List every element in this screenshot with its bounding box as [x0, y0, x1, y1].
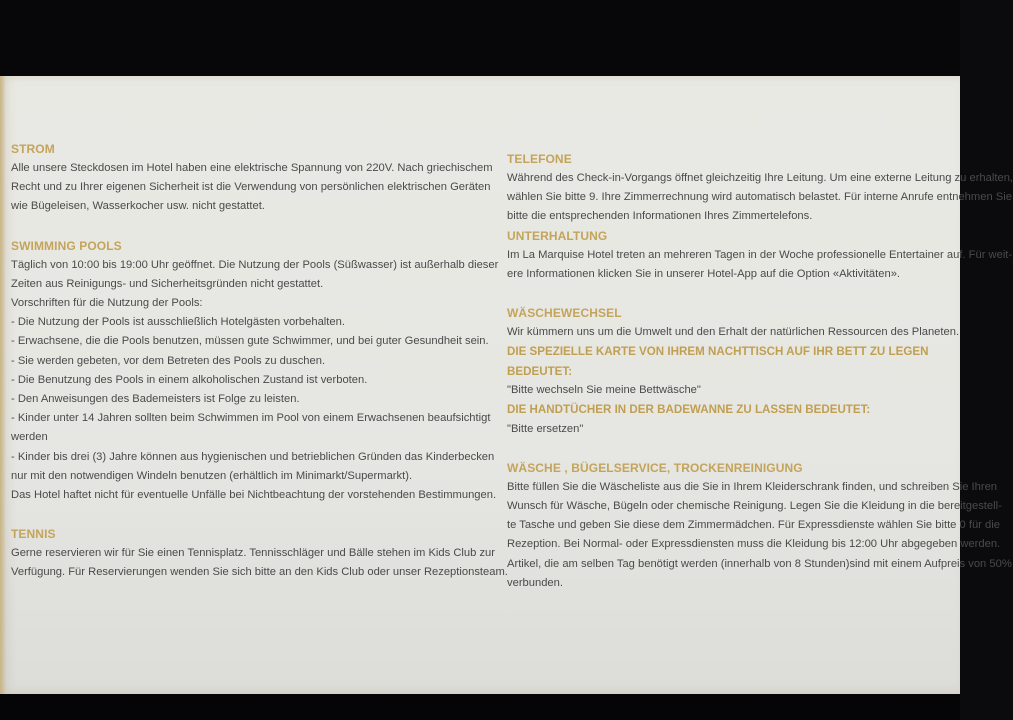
pools-line-2: Zeiten aus Reinigungs- und Sicherheitsgründen nicht gestattet.: [11, 277, 324, 290]
telefone-line-1: Während des Check-in-Vorgangs öffnet gleichzeitig Ihre Leitung. Um eine externe Leitung zu erhalten,: [507, 172, 1013, 184]
strom-line-1: Alle unsere Steckdosen im Hotel haben eine elektrische Spannung von 220V. Nach griechischem: [11, 162, 493, 174]
pools-line-3: Vorschriften für die Nutzung der Pools:: [11, 297, 203, 310]
right-column: [507, 150, 1013, 593]
bed-card-title: DIE SPEZIELLE KARTE VON IHREM NACHTTISCH AUF IHR BETT ZU LEGEN BEDEUTET:: [507, 345, 929, 378]
waesche-line-4: Rezeption. Bei Normal- oder Expressdiensten muss die Kleidung bis 12:00 Uhr abgegeben werden.: [507, 538, 1001, 551]
waesche-line-2: Wunsch für Wäsche, Bügeln oder chemische Reinigung. Legen Sie die Kleidung in die bereitgestell-: [507, 500, 1002, 513]
waesche-line-5: Artikel, die am selben Tag benötigt werden (innerhalb von 8 Stunden)sind mit einem Aufpreis von 50%: [507, 557, 1012, 570]
section-tennis: [11, 525, 508, 582]
bed-card-text: "Bitte wechseln Sie meine Bettwäsche": [507, 384, 701, 397]
section-waeschewechsel: [507, 304, 959, 439]
pools-line-6: - Sie werden gebeten, vor dem Betreten des Pools zu duschen.: [11, 354, 326, 367]
strom-line-3: wie Bügeleisen, Wasserkocher usw. nicht gestattet.: [11, 200, 265, 213]
pools-line-4: - Die Nutzung der Pools ist ausschließlich Hotelgästen vorbehalten.: [11, 316, 345, 329]
pools-line-10: werden: [11, 431, 48, 444]
pools-line-13: Das Hotel haftet nicht für eventuelle Unfälle bei Nichtbeachtung der vorstehenden Bestimmungen.: [11, 489, 497, 502]
tennis-line-1: Gerne reservieren wir für Sie einen Tennisplatz. Tennisschläger und Bälle stehen im Kids Club zur: [11, 547, 496, 560]
towel-title: DIE HANDTÜCHER IN DER BADEWANNE ZU LASSEN BEDEUTET:: [507, 403, 871, 417]
section-title-telefone: TELEFONE: [507, 152, 572, 166]
section-title-unterhaltung: UNTERHALTUNG: [507, 228, 608, 243]
telefone-line-2: wählen Sie bitte 9. Ihre Zimmerrechnung wird automatisch belastet. Für interne Anrufe entnehmen Sie: [507, 191, 1012, 204]
tennis-line-2: Verfügung. Für Reservierungen wenden Sie sich bitte an den Kids Club oder unser Rezeptionsteam.: [11, 566, 508, 579]
pools-line-9: - Kinder unter 14 Jahren sollten beim Schwimmen im Pool von einem Erwachsenen beaufsichtigt: [11, 412, 491, 425]
section-unterhaltung: [507, 227, 1013, 284]
pools-line-1: Täglich von 10:00 bis 19:00 Uhr geöffnet. Die Nutzung der Pools (Süßwasser) ist außerhalb dieser: [11, 258, 499, 271]
telefone-line-3: bitte die entsprechenden Informationen Ihres Zimmertelefons.: [507, 210, 813, 223]
waesche-line-1: Bitte füllen Sie die Wäscheliste aus die Sie in Ihrem Kleiderschrank finden, und schreiben Sie Ihren: [507, 480, 998, 493]
pools-line-5: - Erwachsene, die die Pools benutzen, müssen gute Schwimmer, und bei guter Gesundheit sein.: [11, 335, 489, 348]
strom-line-2: Recht und zu Ihrer eigenen Sicherheit ist die Verwendung von persönlichen elektrischen Geräten: [11, 181, 491, 194]
section-title-waesche: WÄSCHE , BÜGELSERVICE, TROCKENREINIGUNG: [507, 460, 803, 475]
info-panel: [0, 76, 1013, 694]
panel-edge-glow: [0, 76, 6, 694]
towel-text: "Bitte ersetzen": [507, 422, 584, 435]
waesche-line-3: te Tasche und geben Sie diese dem Zimmermädchen. Für Expressdienste wählen Sie bitte 0 für die: [507, 519, 1000, 532]
pools-line-7: - Die Benutzung des Pools in einem alkoholischen Zustand ist verboten.: [11, 373, 368, 386]
waeschewechsel-line-1: Wir kümmern uns um die Umwelt und den Erhalt der natürlichen Ressourcen des Planeten.: [507, 326, 960, 339]
unterhaltung-line-1: Im La Marquise Hotel treten an mehreren Tagen in der Woche professionelle Entertainer auf. Für weit-: [507, 248, 1013, 261]
left-column: [11, 140, 508, 583]
pools-line-12: nur mit den notwendigen Windeln benutzen (erhältlich im Minimarkt/Supermarkt).: [11, 469, 413, 482]
section-strom: [11, 140, 493, 217]
pools-line-11: - Kinder bis drei (3) Jahre können aus hygienischen und betrieblichen Gründen das Kinderbecken: [11, 450, 495, 463]
bottom-bezel: [0, 694, 960, 720]
unterhaltung-line-2: ere Informationen klicken Sie in unserer Hotel-App auf die Option «Aktivitäten».: [507, 267, 901, 280]
pools-line-8: - Den Anweisungen des Bademeisters ist Folge zu leisten.: [11, 393, 300, 406]
section-waesche-buegelservice: [507, 459, 1012, 593]
section-swimming-pools: [11, 237, 499, 506]
section-title-waeschewechsel: WÄSCHEWECHSEL: [507, 306, 622, 321]
section-telefone: [507, 150, 1013, 227]
section-title-strom: STROM: [11, 142, 55, 156]
waesche-line-6: verbunden.: [507, 576, 563, 589]
section-title-swimming-pools: SWIMMING POOLS: [11, 238, 122, 253]
section-title-tennis: TENNIS: [11, 527, 56, 542]
